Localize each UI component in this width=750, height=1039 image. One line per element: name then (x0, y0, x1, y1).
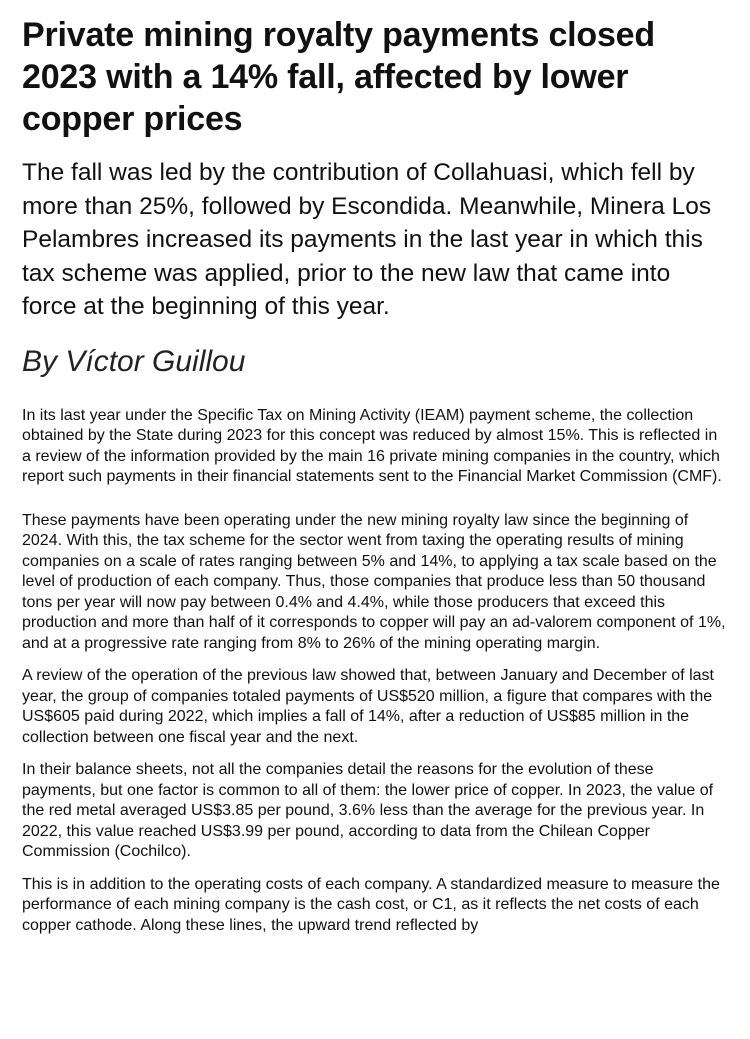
article-paragraph: In their balance sheets, not all the companies detail the reasons for the evolution of these payments, but one factor is common to all of them: the lower price of copper. In 2023, the value of the red metal averaged US$3.85 per pound, 3.6% less than the average for the previous year. In 2022, this value reached US$3.99 per pound, according to data from the Chilean Copper Commission (Cochilco). (22, 761, 714, 860)
article-dek: The fall was led by the contribution of Collahuasi, which fell by more than 25%, followed by Escondida. Meanwhile, Minera Los Pelambres increased its payments in the last year in which this tax scheme was applied, prior to the new law that came into force at the beginning of this year. (22, 159, 712, 320)
article-headline: Private mining royalty payments closed 2023 with a 14% fall, affected by lower copper prices (22, 16, 655, 138)
article-paragraph: This is in addition to the operating costs of each company. A standardized measure to measure the performance of each mining company is the cash cost, or C1, as it reflects the net costs of each copper cathode. Along these lines, the upward trend reflected by (22, 875, 720, 934)
article-paragraph: A review of the operation of the previous law showed that, between January and December of last year, the group of companies totaled payments of US$520 million, a figure that compares with the US$605 paid during 2022, which implies a fall of 14%, after a reduction of US$85 million in the collection between one fiscal year and the next. (22, 667, 714, 746)
article-paragraph: These payments have been operating under the new mining royalty law since the beginning of 2024. With this, the tax scheme for the sector went from taxing the operating results of mining companies on a scale of rates ranging between 5% and 14%, to applying a tax scale based on the level of production of each company. Thus, those companies that produce less than 50 thousand tons per year will now pay between 0.4% and 4.4%, while those producers that exceed this production and more than half of it corresponds to copper will pay an ad-valorem component of 1%, and at a progressive rate ranging from 8% to 26% of the mining operating margin. (22, 511, 726, 652)
article-byline: By Víctor Guillou (22, 344, 246, 378)
article-paragraph: In its last year under the Specific Tax on Mining Activity (IEAM) payment scheme, the collection obtained by the State during 2023 for this concept was reduced by almost 15%. This is reflected in a review of the information provided by the main 16 private mining companies in the country, which report such payments in their financial statements sent to the Financial Market Commission (CMF). (22, 406, 722, 485)
